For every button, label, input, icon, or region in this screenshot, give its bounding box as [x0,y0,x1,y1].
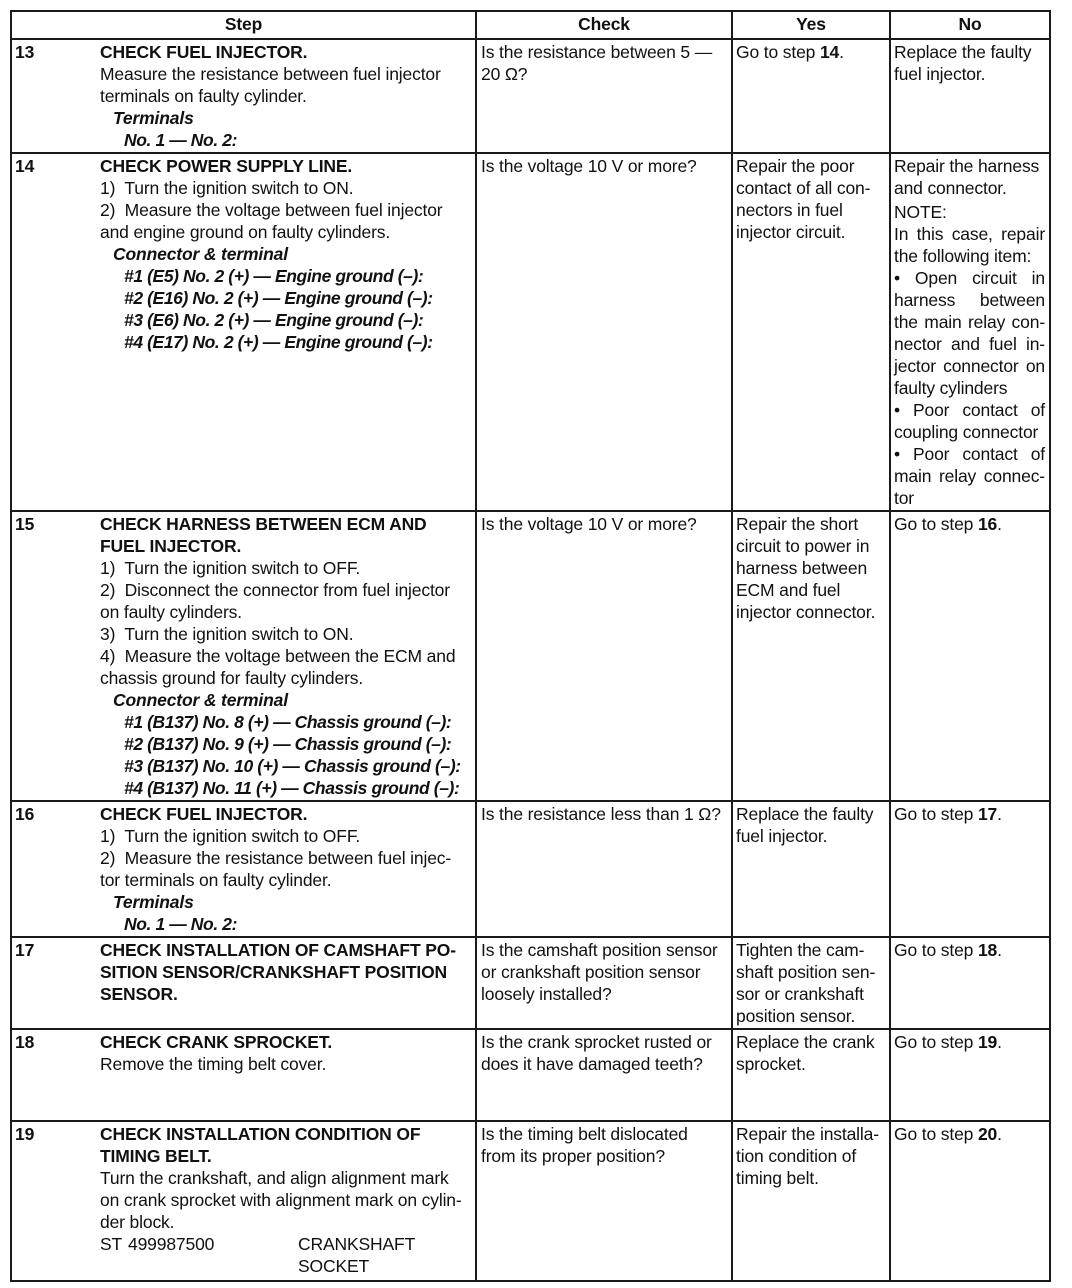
check-line: Is the crank sprocket rusted or [481,1032,712,1052]
yes-line: contact of all con- [736,178,871,198]
step-reference: 18 [977,940,998,960]
step-cell [11,1029,476,1121]
step-row-13 [11,39,1050,153]
note-line: • Open circuit in [894,268,1045,288]
check-cell [476,801,732,937]
terminal-spec: No. 1 — No. 2: [124,914,238,934]
instruction-line: 3) Turn the ignition switch to ON. [100,624,354,644]
note-bullet-item [894,443,1045,509]
instruction-line: Remove the timing belt cover. [100,1054,327,1074]
terminal-label: Terminals [113,892,194,912]
no-line [894,939,1045,961]
yes-cell [732,511,890,801]
step-reference: 17 [977,804,998,824]
note-bullet-item [894,267,1045,399]
step-heading: CHECK HARNESS BETWEEN ECM AND [100,514,427,534]
note-line: coupling connector [894,422,1039,442]
tool-part-number: 499987500 [128,1234,215,1254]
instruction-line: Turn the crankshaft, and align alignment mark [100,1168,449,1188]
yes-line: Repair the installa- [736,1124,879,1144]
no-cell [890,511,1050,801]
step-heading: CHECK CRANK SPROCKET. [100,1032,333,1052]
note-line: main relay connec- [894,466,1045,486]
step-row-15 [11,511,1050,801]
yes-line: Repair the poor [736,156,855,176]
terminal-spec: #4 (E17) No. 2 (+) — Engine ground (–): [124,332,433,352]
step-cell [11,801,476,937]
step-heading: TIMING BELT. [100,1146,212,1166]
check-line: 20 Ω? [481,64,528,84]
step-instructions [100,803,473,935]
terminal-label: Connector & terminal [113,690,288,710]
terminal-spec: #4 (B137) No. 11 (+) — Chassis ground (–): [124,778,460,798]
step-number: 19 [15,1124,35,1144]
note-line: • Poor contact of [894,400,1045,420]
note-line: jector connector on [894,356,1045,376]
line-text: Go to step [736,42,820,62]
step-reference: 20 [977,1124,998,1144]
diagnostic-table [10,10,1051,1282]
step-cell [11,937,476,1029]
yes-line: harness between [736,558,868,578]
line-text: Go to step [894,1032,978,1052]
column-header-yes: Yes [732,11,890,39]
check-line: or crankshaft position sensor [481,962,701,982]
check-line: from its proper position? [481,1146,665,1166]
yes-line: sor or crankshaft [736,984,864,1004]
tool-name-line: CRANKSHAFT [298,1234,416,1254]
no-line [894,1031,1045,1053]
terminal-spec: #2 (B137) No. 9 (+) — Chassis ground (–): [124,734,452,754]
line-text: Go to step [894,940,978,960]
note-block [894,201,1045,509]
step-instructions [100,1031,473,1075]
column-header-check: Check [476,11,732,39]
step-cell [11,1121,476,1281]
tool-name-line: SOCKET [298,1256,370,1276]
terminal-spec: #2 (E16) No. 2 (+) — Engine ground (–): [124,288,433,308]
yes-cell [732,937,890,1029]
step-number: 16 [15,804,35,824]
note-bullet-item [894,399,1045,443]
instruction-line: 1) Turn the ignition switch to ON. [100,178,354,198]
no-line [894,803,1045,825]
step-row-16 [11,801,1050,937]
note-line: the following item: [894,246,1032,266]
line-text: Go to step [894,804,978,824]
no-cell [890,1029,1050,1121]
check-line: Is the voltage 10 V or more? [481,156,697,176]
note-line: harness between [894,290,1045,310]
terminal-spec: #3 (E6) No. 2 (+) — Engine ground (–): [124,310,424,330]
note-line: tor [894,488,914,508]
check-line: loosely installed? [481,984,612,1004]
instruction-line: 1) Turn the ignition switch to OFF. [100,558,361,578]
step-row-17 [11,937,1050,1029]
check-line: does it have damaged teeth? [481,1054,703,1074]
check-cell [476,39,732,153]
no-line [894,1123,1045,1145]
line-text: . [997,1124,1002,1144]
instruction-line: on faulty cylinders. [100,602,242,622]
no-line: fuel injector. [894,64,986,84]
step-cell [11,39,476,153]
special-tool [100,1233,473,1277]
no-line: Repair the harness [894,156,1040,176]
line-text: . [997,514,1002,534]
check-cell [476,511,732,801]
instruction-line: tor terminals on faulty cylinder. [100,870,332,890]
column-header-step: Step [11,11,476,39]
no-cell [890,801,1050,937]
step-heading: CHECK INSTALLATION OF CAMSHAFT PO- [100,940,456,960]
note-line: In this case, repair [894,224,1045,244]
no-line: and connector. [894,178,1007,198]
line-text: Go to step [894,514,978,534]
instruction-line: 2) Measure the resistance between fuel injec- [100,848,452,868]
terminal-label: Connector & terminal [113,244,288,264]
check-cell [476,937,732,1029]
yes-line: nectors in fuel [736,200,843,220]
step-instructions [100,939,473,1005]
note-line: nector and fuel in- [894,334,1045,354]
step-instructions [100,513,473,799]
note-line: • Poor contact of [894,444,1045,464]
step-number: 13 [15,42,35,62]
step-row-19 [11,1121,1050,1281]
note-line: faulty cylinders [894,378,1008,398]
no-line [894,513,1045,535]
check-line: Is the resistance between 5 — [481,42,713,62]
step-reference: 14 [819,42,840,62]
yes-cell [732,801,890,937]
step-heading: CHECK FUEL INJECTOR. [100,804,308,824]
step-reference: 16 [977,514,998,534]
terminal-label: Terminals [113,108,194,128]
step-row-14 [11,153,1050,511]
step-heading: FUEL INJECTOR. [100,536,242,556]
yes-line: Replace the faulty [736,804,874,824]
step-number: 14 [15,156,35,176]
no-cell [890,937,1050,1029]
check-line: Is the camshaft position sensor [481,940,718,960]
note-line: the main relay con- [894,312,1045,332]
step-instructions [100,155,473,353]
step-instructions [100,41,473,151]
instruction-line: der block. [100,1212,175,1232]
no-cell [890,39,1050,153]
step-number: 18 [15,1032,35,1052]
check-cell [476,153,732,511]
step-heading: CHECK INSTALLATION CONDITION OF [100,1124,421,1144]
yes-line: ECM and fuel [736,580,841,600]
column-header-no: No [890,11,1050,39]
step-heading: CHECK POWER SUPPLY LINE. [100,156,353,176]
line-text: . [997,804,1002,824]
instruction-line: 4) Measure the voltage between the ECM and [100,646,456,666]
step-heading: SITION SENSOR/CRANKSHAFT POSITION [100,962,448,982]
yes-cell [732,1121,890,1281]
yes-line: Tighten the cam- [736,940,865,960]
yes-line: sprocket. [736,1054,806,1074]
step-cell [11,511,476,801]
step-heading: CHECK FUEL INJECTOR. [100,42,308,62]
no-line: Replace the faulty [894,42,1032,62]
tool-code: ST [100,1234,123,1254]
table-body [11,39,1050,1281]
yes-line: tion condition of [736,1146,857,1166]
yes-cell [732,39,890,153]
instruction-line: 2) Measure the voltage between fuel injector [100,200,443,220]
no-cell [890,153,1050,511]
no-cell [890,1121,1050,1281]
line-text: . [997,1032,1002,1052]
yes-line: Replace the crank [736,1032,875,1052]
terminal-spec: #3 (B137) No. 10 (+) — Chassis ground (–): [124,756,461,776]
note-label: NOTE: [894,202,947,222]
yes-line: Repair the short [736,514,859,534]
terminal-spec: No. 1 — No. 2: [124,130,238,150]
check-cell [476,1029,732,1121]
step-number: 15 [15,514,35,534]
check-cell [476,1121,732,1281]
yes-line: timing belt. [736,1168,819,1188]
yes-line: injector circuit. [736,222,846,242]
line-text: . [997,940,1002,960]
step-heading: SENSOR. [100,984,178,1004]
yes-cell [732,153,890,511]
line-text: Go to step [894,1124,978,1144]
instruction-line: and engine ground on faulty cylinders. [100,222,391,242]
yes-line [736,41,887,63]
check-line: Is the timing belt dislocated [481,1124,688,1144]
instruction-line: 1) Turn the ignition switch to OFF. [100,826,361,846]
step-instructions [100,1123,473,1277]
instruction-line: 2) Disconnect the connector from fuel injector [100,580,450,600]
yes-line: circuit to power in [736,536,870,556]
yes-line: position sensor. [736,1006,856,1026]
check-line: Is the resistance less than 1 Ω? [481,804,721,824]
instruction-line: on crank sprocket with alignment mark on cylin- [100,1190,462,1210]
line-text: . [839,42,844,62]
yes-line: shaft position sen- [736,962,876,982]
yes-line: fuel injector. [736,826,828,846]
yes-cell [732,1029,890,1121]
step-number: 17 [15,940,35,960]
step-reference: 19 [977,1032,998,1052]
instruction-line: terminals on faulty cylinder. [100,86,307,106]
instruction-line: chassis ground for faulty cylinders. [100,668,364,688]
check-line: Is the voltage 10 V or more? [481,514,697,534]
yes-line: injector connector. [736,602,876,622]
terminal-spec: #1 (E5) No. 2 (+) — Engine ground (–): [124,266,424,286]
header-row [11,11,1050,39]
tool-name [298,1233,473,1277]
step-row-18 [11,1029,1050,1121]
note-text [894,223,1045,267]
step-cell [11,153,476,511]
terminal-spec: #1 (B137) No. 8 (+) — Chassis ground (–): [124,712,452,732]
instruction-line: Measure the resistance between fuel injector [100,64,441,84]
table-header [11,11,1050,39]
